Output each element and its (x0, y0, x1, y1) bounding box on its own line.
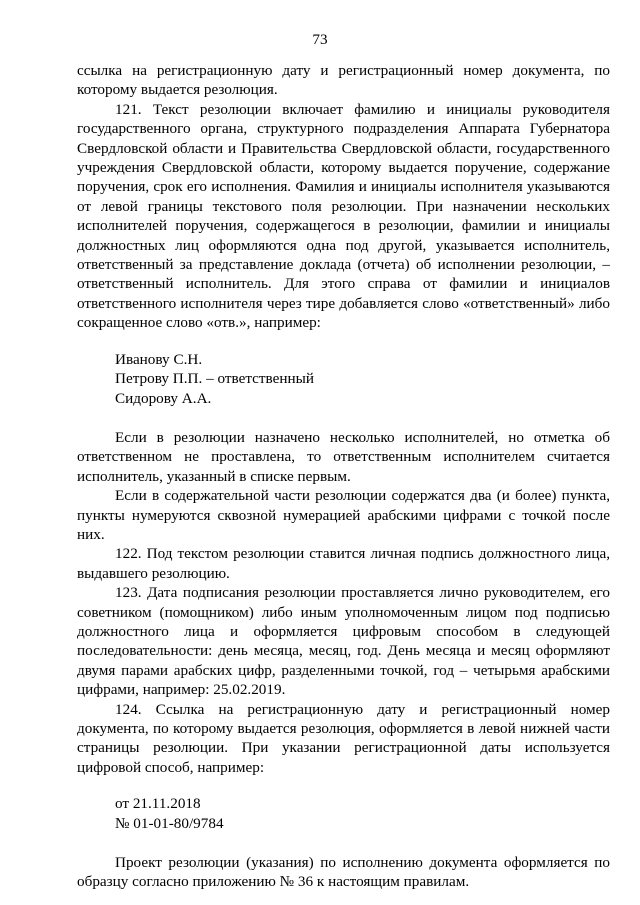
example-executors (77, 350, 610, 408)
paragraph-122: 122. Под текстом резолюции ставится личная подпись должностного лица, выдавшего резолюцию. (77, 545, 610, 582)
paragraph-responsible: Если в резолюции назначено несколько исполнителей, но отметка об ответственном не проставлена, то ответственным исполнителем считается исполнитель, указанный в списке первым. (77, 428, 610, 485)
example-line: Петрову П.П. – ответственный (115, 370, 314, 388)
paragraph-124: 124. Ссылка на регистрационную дату и регистрационный номер документа, по которому выдается резолюция, оформляется в левой нижней части страницы резолюции. При указании регистрационной даты используется цифровой способ, например: (77, 700, 610, 776)
paragraph-121: 121. Текст резолюции включает фамилию и инициалы руководителя государственного органа, структурного подразделения Аппарата Губернатора Свердловской области и Правительства Свердловской области, государственного учреждения Свердловской области, которому выдается поручение, содержание поручения, срок его исполнения. Фамилия и инициалы исполнителя указываются от левой границы текстового поля резолюции. При назначении нескольких исполнителей поручения, содержащегося в резолюции, фамилии и инициалы должностных лиц оформляются одна под другой, указывается исполнитель, ответственный за представление доклада (отчета) об исполнении резолюции, – ответственный исполнитель. Для этого справа от фамилии и инициалов ответственного исполнителя через тире добавляется слово «ответственный» либо сокращенное слово «отв.», например: (77, 100, 610, 332)
example-date: от 21.11.2018 (115, 795, 201, 813)
example-line: Иванову С.Н. (115, 350, 203, 368)
example-line: Сидорову А.А. (115, 389, 212, 407)
paragraph-123: 123. Дата подписания резолюции проставляется лично руководителем, его советником (помощником) либо иным уполномоченным лицом под подписью должностного лица и оформляется цифровым способом в следующей последовательности: день месяца, месяц, год. День месяца и месяц оформляют двумя парами арабских цифр, разделенными точкой, год – четырьмя арабскими цифрами, например: 25.02.2019. (77, 584, 610, 699)
paragraph-items-numbering: Если в содержательной части резолюции содержатся два (и более) пункта, пункты нумеруются сквозной нумерацией арабскими цифрами с точкой после них. (77, 487, 610, 543)
document-body (77, 61, 610, 892)
paragraph-project: Проект резолюции (указания) по исполнению документа оформляется по образцу согласно приложению № 36 к настоящим правилам. (77, 854, 610, 891)
page-number: 73 (312, 31, 328, 48)
paragraph-continuation: ссылка на регистрационную дату и регистрационный номер документа, по которому выдается резолюция. (77, 62, 610, 99)
example-registration (77, 794, 610, 833)
example-number: № 01-01-80/9784 (115, 814, 224, 832)
